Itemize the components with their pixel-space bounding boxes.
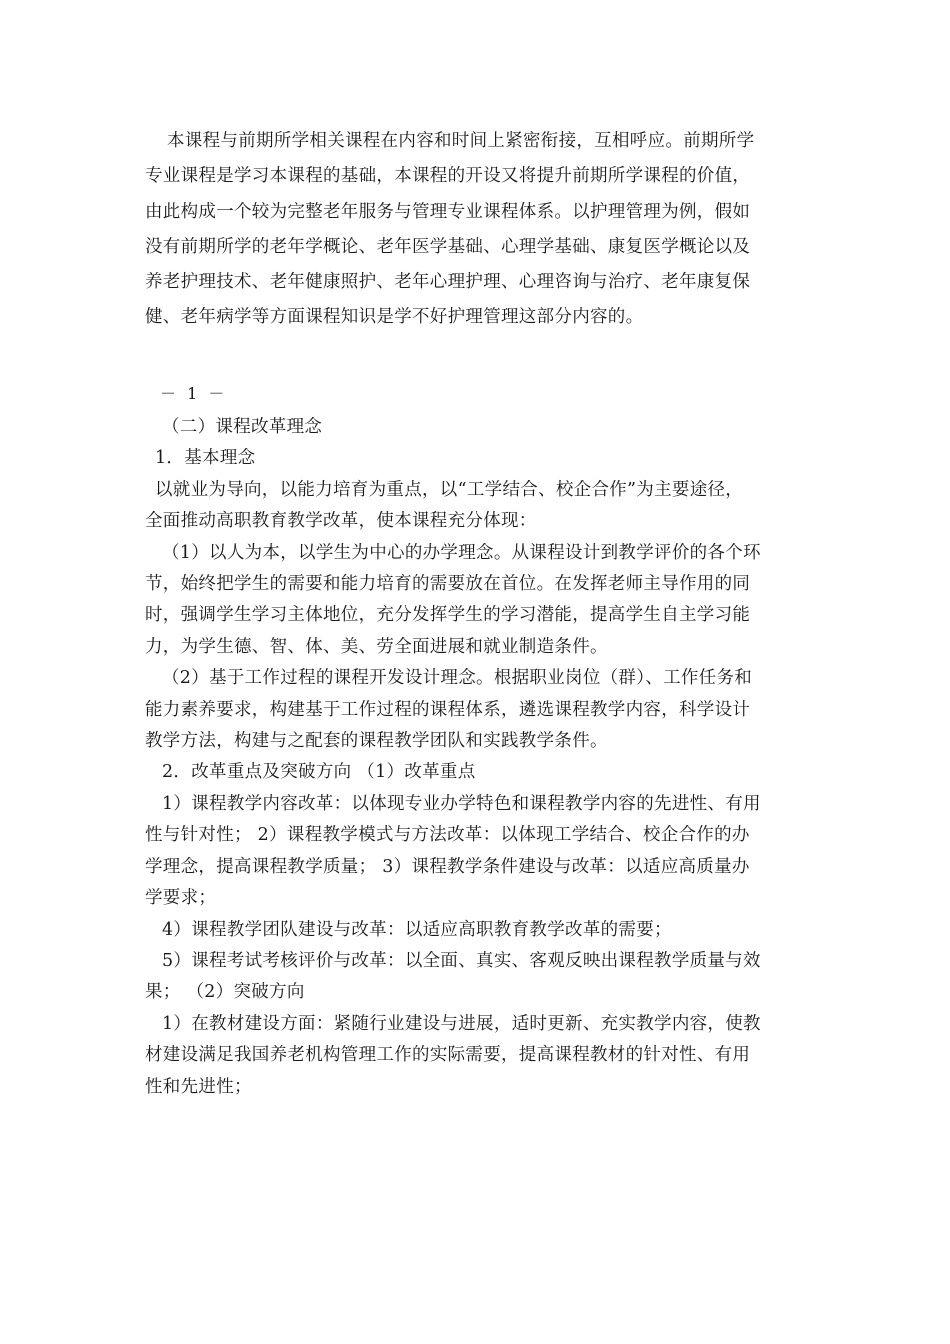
sub-heading: 2．改革重点及突破方向 （1）改革重点 (162, 762, 476, 783)
page-number: － 1 － (160, 384, 228, 403)
text-line: 力，为学生德、智、体、美、劳全面进展和就业制造条件。 (145, 636, 608, 657)
text-line: 以就业为导向，以能力培育为重点，以“工学结合、校企合作”为主要途径， (155, 479, 744, 500)
text-line: 全面推动高职教育教学改革，使本课程充分体现： (145, 511, 537, 532)
section-heading: （二）课程改革理念 (162, 417, 323, 437)
text-line: 1）课程教学内容改革：以体现专业办学特色和课程教学内容的先进性、有用 (162, 793, 761, 814)
text-line: 学理念，提高课程教学质量； 3）课程教学条件建设与改革：以适应高质量办 (145, 856, 750, 877)
text-line: 4）课程教学团队建设与改革：以适应高职教育教学改革的需要； (162, 919, 672, 940)
text-line: 由此构成一个较为完整老年服务与管理专业课程体系。以护理管理为例，假如 (145, 201, 751, 222)
text-line: 节，始终把学生的需要和能力培育的需要放在首位。在发挥老师主导作用的同 (145, 574, 751, 595)
text-line: 教学方法，构建与之配套的课程教学团队和实践教学条件。 (145, 731, 608, 752)
text-line: 性与针对性； 2）课程教学模式与方法改革：以体现工学结合、校企合作的办 (145, 825, 750, 846)
body-text (145, 412, 810, 1103)
intro-paragraph (145, 124, 810, 336)
text-line: 材建设满足我国养老机构管理工作的实际需要，提高课程教材的针对性、有用 (145, 1045, 751, 1066)
text-line: 5）课程考试考核评价与改革：以全面、真实、客观反映出课程教学质量与效 (162, 950, 761, 971)
text-line: 本课程与前期所学相关课程在内容和时间上紧密衔接，互相呼应。前期所学 (167, 131, 755, 151)
text-line: 养老护理技术、老年健康照护、老年心理护理、心理咨询与治疗、老年康复保 (145, 272, 751, 293)
text-line: （2）基于工作过程的课程开发设计理念。根据职业岗位（群）、工作任务和 (162, 668, 753, 689)
text-line: 专业课程是学习本课程的基础，本课程的开设又将提升前期所学课程的价值， (145, 166, 751, 187)
text-line: （1）以人为本，以学生为中心的办学理念。从课程设计到教学评价的各个环 (162, 542, 761, 563)
text-line: 健、老年病学等方面课程知识是学不好护理管理这部分内容的。 (145, 307, 644, 328)
sub-heading: 1．基本理念 (155, 448, 256, 469)
text-line: 学要求； (145, 888, 217, 909)
text-line: 性和先进性； (145, 1076, 252, 1097)
text-line: 时，强调学生学习主体地位，充分发挥学生的学习潜能，提高学生自主学习能 (145, 605, 751, 626)
text-line: 能力素养要求，构建基于工作过程的课程体系，遴选课程教学内容，科学设计 (145, 699, 751, 720)
text-line: 1）在教材建设方面：紧随行业建设与进展，适时更新、充实教学内容，使教 (162, 1013, 761, 1034)
text-line: 果； （2）突破方向 (145, 982, 305, 1003)
text-line: 没有前期所学的老年学概论、老年医学基础、心理学基础、康复医学概论以及 (145, 236, 751, 257)
